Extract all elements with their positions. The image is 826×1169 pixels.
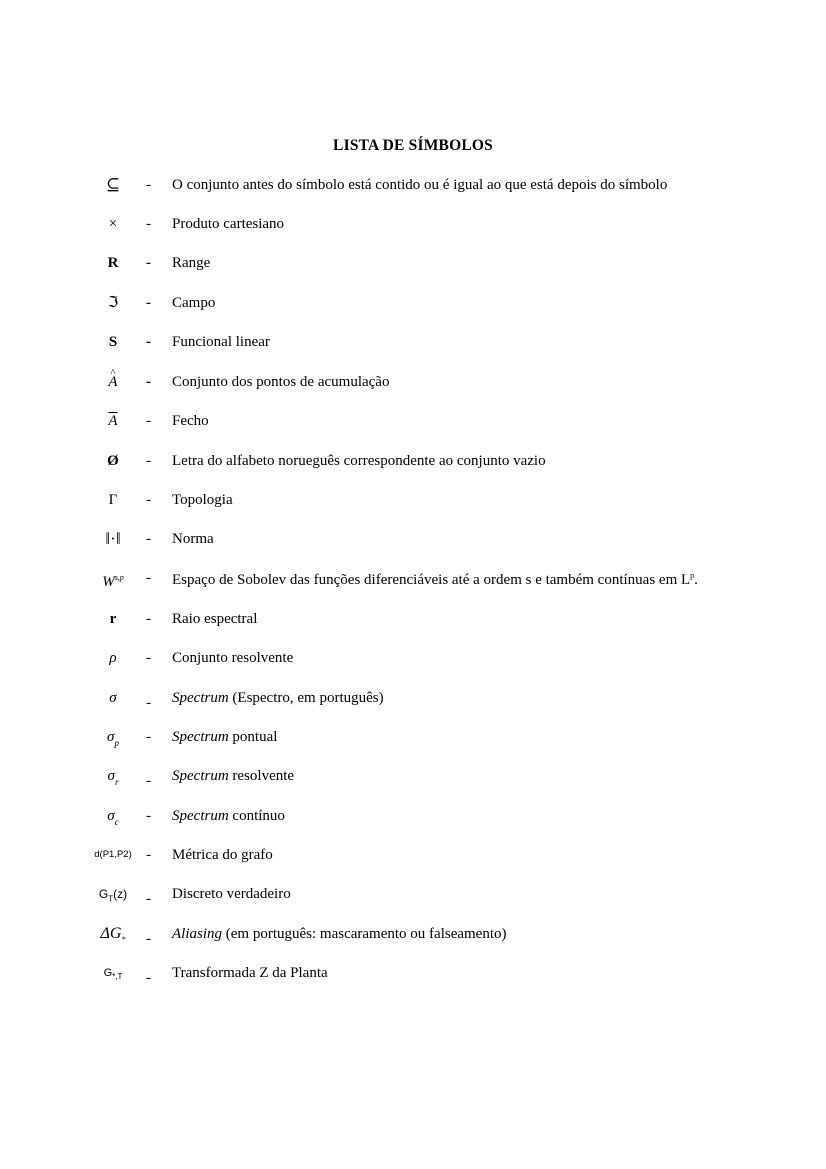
symbol-description: O conjunto antes do símbolo está contido ou é igual ao que está depois do símbolo <box>172 177 668 193</box>
symbol-description: Funcional linear <box>172 334 270 350</box>
symbol-graph-metric: d(P1,P2) <box>94 849 132 860</box>
symbol-description: Produto cartesiano <box>172 216 285 232</box>
symbol-description: Transformada Z da Planta <box>172 965 328 981</box>
symbol-subseteq: ⊆ <box>105 175 121 194</box>
symbol-resolvent-set: ρ <box>109 650 117 666</box>
symbol-description: Discreto verdadeiro <box>172 886 291 902</box>
symbol-spectral-radius: r <box>109 611 117 627</box>
separator-dash: - <box>146 255 151 271</box>
symbol-entry <box>0 214 826 240</box>
symbol-description: Aliasing (em português: mascaramento ou falseamento) <box>172 926 507 942</box>
symbol-entry <box>0 727 826 753</box>
symbol-topology: Γ <box>108 492 118 508</box>
symbol-description: Métrica do grafo <box>172 847 273 863</box>
symbol-spectrum: σ <box>109 690 117 706</box>
symbol-norm: ‖·‖ <box>105 529 121 548</box>
symbol-entry <box>0 806 826 832</box>
separator-dash: - <box>146 413 151 429</box>
symbol-description: Topologia <box>172 492 233 508</box>
separator-dash: - <box>146 847 151 863</box>
symbol-times: × <box>108 216 118 232</box>
separator-dash: - <box>146 531 151 547</box>
symbol-description: Campo <box>172 295 216 311</box>
separator-dash: - <box>146 492 151 508</box>
symbol-residual-spectrum: $\sigma_r$ <box>107 768 119 787</box>
symbol-point-spectrum: $\sigma_p$ <box>107 729 119 748</box>
symbol-description: Conjunto resolvente <box>172 650 294 666</box>
separator-dash: - <box>146 611 151 627</box>
separator-dash: - <box>146 650 151 666</box>
symbol-sobolev-space: W$^{s,p}$ <box>102 573 124 590</box>
symbol-closure: $\overline{A}$ <box>108 413 118 429</box>
separator-dash: - <box>146 931 151 947</box>
symbol-entry <box>0 688 826 714</box>
symbol-accumulation-points: ^ A <box>108 372 117 392</box>
separator-dash: - <box>146 773 151 789</box>
separator-dash: - <box>146 334 151 350</box>
symbol-true-discrete: $G_T(z)$ <box>98 887 128 904</box>
separator-dash: - <box>146 177 151 193</box>
symbol-entry <box>0 568 826 604</box>
symbol-entry <box>0 451 826 477</box>
symbol-entry <box>0 411 826 437</box>
separator-dash: - <box>146 570 151 586</box>
symbol-entry <box>0 609 826 635</box>
symbol-description: Letra do alfabeto norueguês correspondente ao conjunto vazio <box>172 453 546 469</box>
symbol-entry <box>0 253 826 279</box>
symbol-entry <box>0 529 826 555</box>
symbol-entry <box>0 490 826 516</box>
symbol-description: Spectrum (Espectro, em português) <box>172 690 384 706</box>
symbol-description: Conjunto dos pontos de acumulação <box>172 374 390 390</box>
symbol-description: Raio espectral <box>172 611 258 627</box>
symbol-entry <box>0 963 826 989</box>
symbol-description: Spectrum resolvente <box>172 768 295 784</box>
symbol-entry <box>0 648 826 674</box>
symbol-entry <box>0 924 826 950</box>
symbol-entry <box>0 766 826 792</box>
separator-dash: - <box>146 970 151 986</box>
symbol-entry <box>0 293 826 319</box>
symbol-empty-set: Ø <box>107 453 119 469</box>
symbol-entry <box>0 175 826 201</box>
symbol-description: Fecho <box>172 413 209 429</box>
page-title: LISTA DE SÍMBOLOS <box>333 137 493 154</box>
symbol-field: ℑ <box>107 295 119 311</box>
symbol-entry <box>0 332 826 358</box>
symbol-linear-functional: S <box>108 334 118 350</box>
symbol-range: R <box>107 255 119 271</box>
symbol-description: Spectrum pontual <box>172 729 278 745</box>
separator-dash: - <box>146 295 151 311</box>
symbol-description: Norma <box>172 531 214 547</box>
symbol-entry <box>0 845 826 871</box>
separator-dash: - <box>146 729 151 745</box>
symbol-entry <box>0 372 826 398</box>
symbol-aliasing: $\Delta G_*$ <box>100 925 126 945</box>
symbol-description: Espaço de Sobolev das funções diferenciáveis até a ordem s e também contínuas em $L^p$. <box>172 571 698 588</box>
separator-dash: - <box>146 808 151 824</box>
symbol-description: Spectrum contínuo <box>172 808 285 824</box>
separator-dash: - <box>146 374 151 390</box>
symbol-entry <box>0 884 826 910</box>
symbol-description: Range <box>172 255 211 271</box>
separator-dash: - <box>146 453 151 469</box>
separator-dash: - <box>146 891 151 907</box>
separator-dash: - <box>146 216 151 232</box>
separator-dash: - <box>146 695 151 711</box>
symbol-plant-z-transform: $G_{*,T}$ <box>103 967 123 982</box>
symbol-continuous-spectrum: $\sigma_c$ <box>107 808 119 827</box>
